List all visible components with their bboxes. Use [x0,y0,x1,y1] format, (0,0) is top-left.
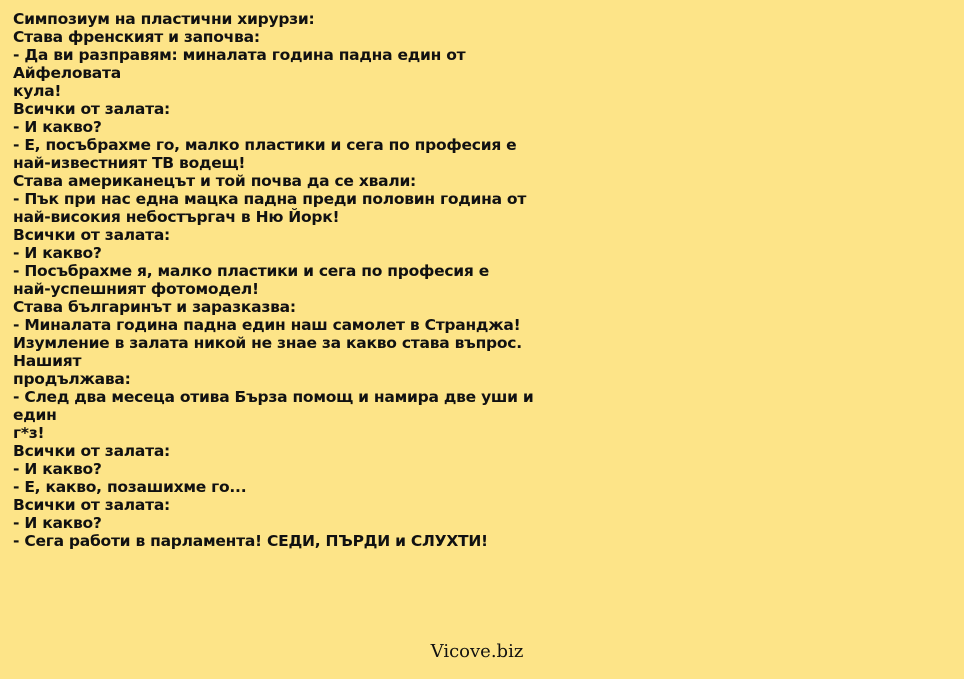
joke-line: Всички от залата: [13,496,170,514]
joke-text [13,10,573,550]
joke-line: Изумление в залата никой не знае за какво става въпрос. Нашият [13,334,522,370]
joke-line: Симпозиум на пластични хирурзи: [13,10,315,28]
joke-line: Става френският и започва: [13,28,260,46]
joke-line: кула! [13,82,62,100]
joke-line: г*з! [13,424,45,442]
joke-line: Всички от залата: [13,100,170,118]
joke-line: Всички от залата: [13,442,170,460]
joke-line: продължава: [13,370,131,388]
joke-line: най-успешният фотомодел! [13,280,259,298]
joke-line: - И какво? [13,244,102,262]
joke-line: - И какво? [13,118,102,136]
site-watermark: Vicove.biz [430,641,524,662]
joke-line: най-високия небостъргач в Ню Йорк! [13,208,340,226]
joke-line: - Посъбрахме я, малко пластики и сега по професия е [13,262,490,280]
joke-line: - Да ви разправям: миналата година падна един от Айфеловата [13,46,466,82]
joke-line: - Пък при нас една мацка падна преди половин година от [13,190,527,208]
joke-line: Става американецът и той почва да се хвали: [13,172,417,190]
joke-line: - Миналата година падна един наш самолет в Странджа! [13,316,521,334]
joke-line: - След два месеца отива Бърза помощ и намира две уши и един [13,388,534,424]
joke-line: - Е, какво, позашихме го... [13,478,247,496]
joke-line: - Е, посъбрахме го, малко пластики и сега по професия е [13,136,517,154]
joke-line: - И какво? [13,514,102,532]
joke-line: - Сега работи в парламента! СЕДИ, ПЪРДИ и СЛУХТИ! [13,532,488,550]
joke-line: Става българинът и заразказва: [13,298,296,316]
joke-line: най-известният ТВ водещ! [13,154,246,172]
joke-line: Всички от залата: [13,226,170,244]
joke-line: - И какво? [13,460,102,478]
